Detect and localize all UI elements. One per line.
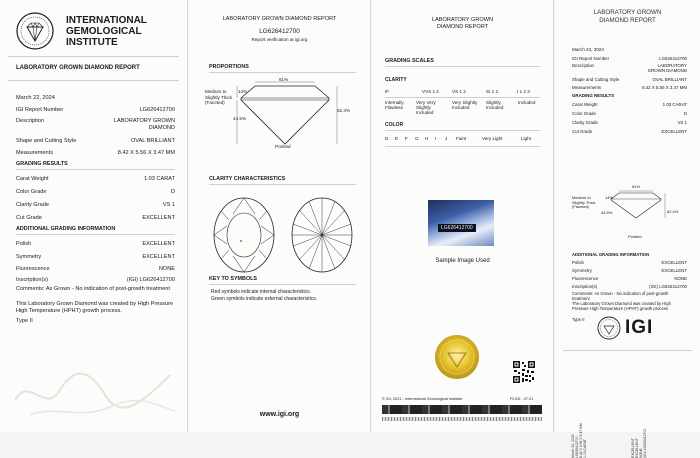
girdle-label: Medium to Slightly Thick (Faceted) <box>205 89 232 105</box>
proportions-heading: PROPORTIONS <box>209 64 249 70</box>
stub-igi-seal-logo <box>597 316 621 340</box>
security-strip <box>382 405 542 414</box>
color-letter-j: J <box>445 136 448 141</box>
carat-row: Carat Weight 1.03 CARAT <box>16 176 175 182</box>
report-summary-panel <box>0 0 188 432</box>
institute-name: INTERNATIONAL GEMOLOGICAL INSTITUTE <box>66 15 147 48</box>
stub-additional-heading: ADDITIONAL GRADING INFORMATION <box>572 252 650 257</box>
stub-report-title: LABORATORY GROWN DIAMOND REPORT <box>593 9 662 24</box>
stub-table-percent: 61% <box>632 184 641 189</box>
stub-grading-heading: GRADING RESULTS <box>572 93 615 98</box>
stub-rotated-summary-2: EXCELLENT EXCELLENT NONE (IGI) LG626412700 <box>631 428 647 458</box>
stub-carat-row: Carat Weight 1.03 CARAT <box>572 102 687 107</box>
table-percent: 61% <box>279 77 289 82</box>
report-date: March 22, 2024 <box>16 95 55 101</box>
stub-pavilion-percent: 44.5% <box>601 210 613 215</box>
stub-inscription-row: Inscription(s) (IGI) LG626412700 <box>572 284 687 289</box>
clarity-grade-row: Clarity Grade VS 1 <box>16 202 175 208</box>
color-letter-e: E <box>395 136 399 141</box>
color-desc-faint: Faint <box>456 136 467 141</box>
report-number-middle: LG626412700 <box>259 28 300 35</box>
igi-seal-logo <box>16 12 54 50</box>
depth-percent: 62.4% <box>337 108 351 113</box>
growth-process-text: This Laboratory Grown Diamond was created by High Pressure High Temperature (HPHT) growth process. <box>16 301 174 314</box>
website-link[interactable]: www.igi.org <box>259 411 300 418</box>
color-desc-very-light: Very Light <box>482 136 503 141</box>
qr-code[interactable] <box>512 360 536 384</box>
stub-shape-row: Shape and Cutting Style OVAL BRILLIANT <box>572 77 687 82</box>
key-line-red: Red symbols indicate internal characteristics. <box>211 289 312 295</box>
color-grade-row: Color Grade D <box>16 189 175 195</box>
clarity-grade-vs: VS 1 2 <box>452 89 466 94</box>
fluorescence-row: Fluorescence NONE <box>16 266 175 272</box>
stub-report-number-row: IGI Report Number LG626412700 <box>572 56 687 61</box>
color-scale-heading: COLOR <box>385 122 404 128</box>
stub-growth-text: The Laboratory Grown Diamond was created by High Pressure High Temperature (HPHT) growth process <box>572 301 671 311</box>
copyright-text: © IGI, 2021 - International Gemological Institute <box>382 397 463 401</box>
symmetry-row: Symmetry EXCELLENT <box>16 254 175 260</box>
stub-girdle-label: Medium to Slightly Thick (Faceted) <box>572 195 596 210</box>
color-letter-h: H <box>425 136 429 141</box>
color-desc-light: Light <box>521 136 531 141</box>
clarity-desc-if: Internally Flawless <box>385 100 404 110</box>
grading-scales-heading: GRADING SCALES <box>385 58 434 64</box>
stub-cut-row: Cut Grade EXCELLENT <box>572 129 687 134</box>
stub-igi-logo-text: IGI <box>625 317 654 338</box>
stub-rotated-summary: March 22, 2024 LG626412700 8.42 X 5.56 X 3.47 MM 1.03 CARAT <box>571 423 587 458</box>
description-row: Description LABORATORY GROWN DIAMOND <box>16 118 175 131</box>
additional-info-heading: ADDITIONAL GRADING INFORMATION <box>16 226 116 232</box>
clarity-desc-si: Slightly Included <box>486 100 504 110</box>
crown-percent: 14% <box>238 89 248 94</box>
shape-row: Shape and Cutting Style OVAL BRILLIANT <box>16 138 175 144</box>
comments-text: Comments: As Grown - No indication of post-growth treatment <box>16 286 170 292</box>
grading-results-heading: GRADING RESULTS <box>16 161 68 167</box>
report-title-middle: LABORATORY GROWN DIAMOND REPORT <box>222 16 337 22</box>
clarity-grade-si: SI 1 2 <box>486 89 499 94</box>
stub-polish-row: Polish EXCELLENT <box>572 260 687 265</box>
report-stub-panel <box>555 0 700 458</box>
color-letter-f: F <box>405 136 408 141</box>
clarity-desc-vvs: Very Very Slightly Included <box>416 100 436 115</box>
stub-type: Type II <box>572 317 585 322</box>
grading-scales-panel <box>372 0 554 432</box>
clarity-plot-pavilion <box>289 196 355 274</box>
inscription-row: Inscription(s) (IGI) LG626412700 <box>16 277 175 283</box>
stub-measurements-row: Measurements 8.42 X 5.56 X 3.47 MM <box>572 85 687 90</box>
scales-report-title: LABORATORY GROWN DIAMOND REPORT <box>431 17 494 30</box>
stub-color-row: Color Grade D <box>572 111 687 116</box>
proportions-panel <box>189 0 371 432</box>
sample-image-caption: Sample Image Used <box>435 258 490 264</box>
pavilion-percent: 44.5% <box>233 116 247 121</box>
microprint-strip <box>382 417 542 421</box>
clarity-grade-vvs: VVS 1 2 <box>422 89 439 94</box>
measurements-row: Measurements 8.42 X 5.56 X 3.47 MM <box>16 150 175 156</box>
form-code: PLGD - 07.21 <box>510 397 534 401</box>
clarity-desc-vs: Very Slightly Included <box>452 100 478 110</box>
color-letter-i: I <box>435 136 437 141</box>
stub-symmetry-row: Symmetry EXCELLENT <box>572 268 687 273</box>
stub-depth-percent: 62.4% <box>667 209 679 214</box>
key-to-symbols-heading: KEY TO SYMBOLS <box>209 276 258 282</box>
stub-fluorescence-row: Fluorescence NONE <box>572 276 687 281</box>
stub-comments: Comments: As Grown - No indication of post-growth treatment <box>572 291 669 301</box>
report-number-row: IGI Report Number LG626412700 <box>16 107 175 113</box>
stub-clarity-row: Clarity Grade VS 1 <box>572 120 687 125</box>
cut-grade-row: Cut Grade EXCELLENT <box>16 215 175 221</box>
type-text: Type II <box>16 318 33 324</box>
color-letter-g: G <box>415 136 419 141</box>
clarity-scale-heading: CLARITY <box>385 77 407 83</box>
report-title: LABORATORY GROWN DIAMOND REPORT <box>16 65 140 71</box>
polish-row: Polish EXCELLENT <box>16 241 175 247</box>
clarity-characteristics-heading: CLARITY CHARACTERISTICS <box>209 176 286 182</box>
key-line-green: Green symbols indicate external characteristics. <box>211 296 318 302</box>
stub-description-row: Description LABORATORY GROWN DIAMOND <box>572 63 687 73</box>
stub-culet-label: Pointed <box>628 234 642 239</box>
stub-date: March 22, 2024 <box>572 47 604 52</box>
clarity-desc-i: Included <box>518 100 536 105</box>
clarity-grade-if: IF <box>385 89 390 94</box>
color-letter-d: D <box>385 136 389 141</box>
clarity-plot-crown <box>211 196 277 274</box>
sample-inscription-text: LG626412700 <box>438 224 476 232</box>
verification-text: Report verification at igi.org <box>251 37 308 42</box>
stub-crown-percent: 14% <box>605 195 614 200</box>
gold-hologram-seal <box>434 334 480 380</box>
sample-inscription-image <box>428 200 494 246</box>
culet-label: Pointed <box>275 144 291 149</box>
clarity-grade-i: I 1 2 3 <box>517 89 530 94</box>
signature-watermark <box>10 345 180 425</box>
